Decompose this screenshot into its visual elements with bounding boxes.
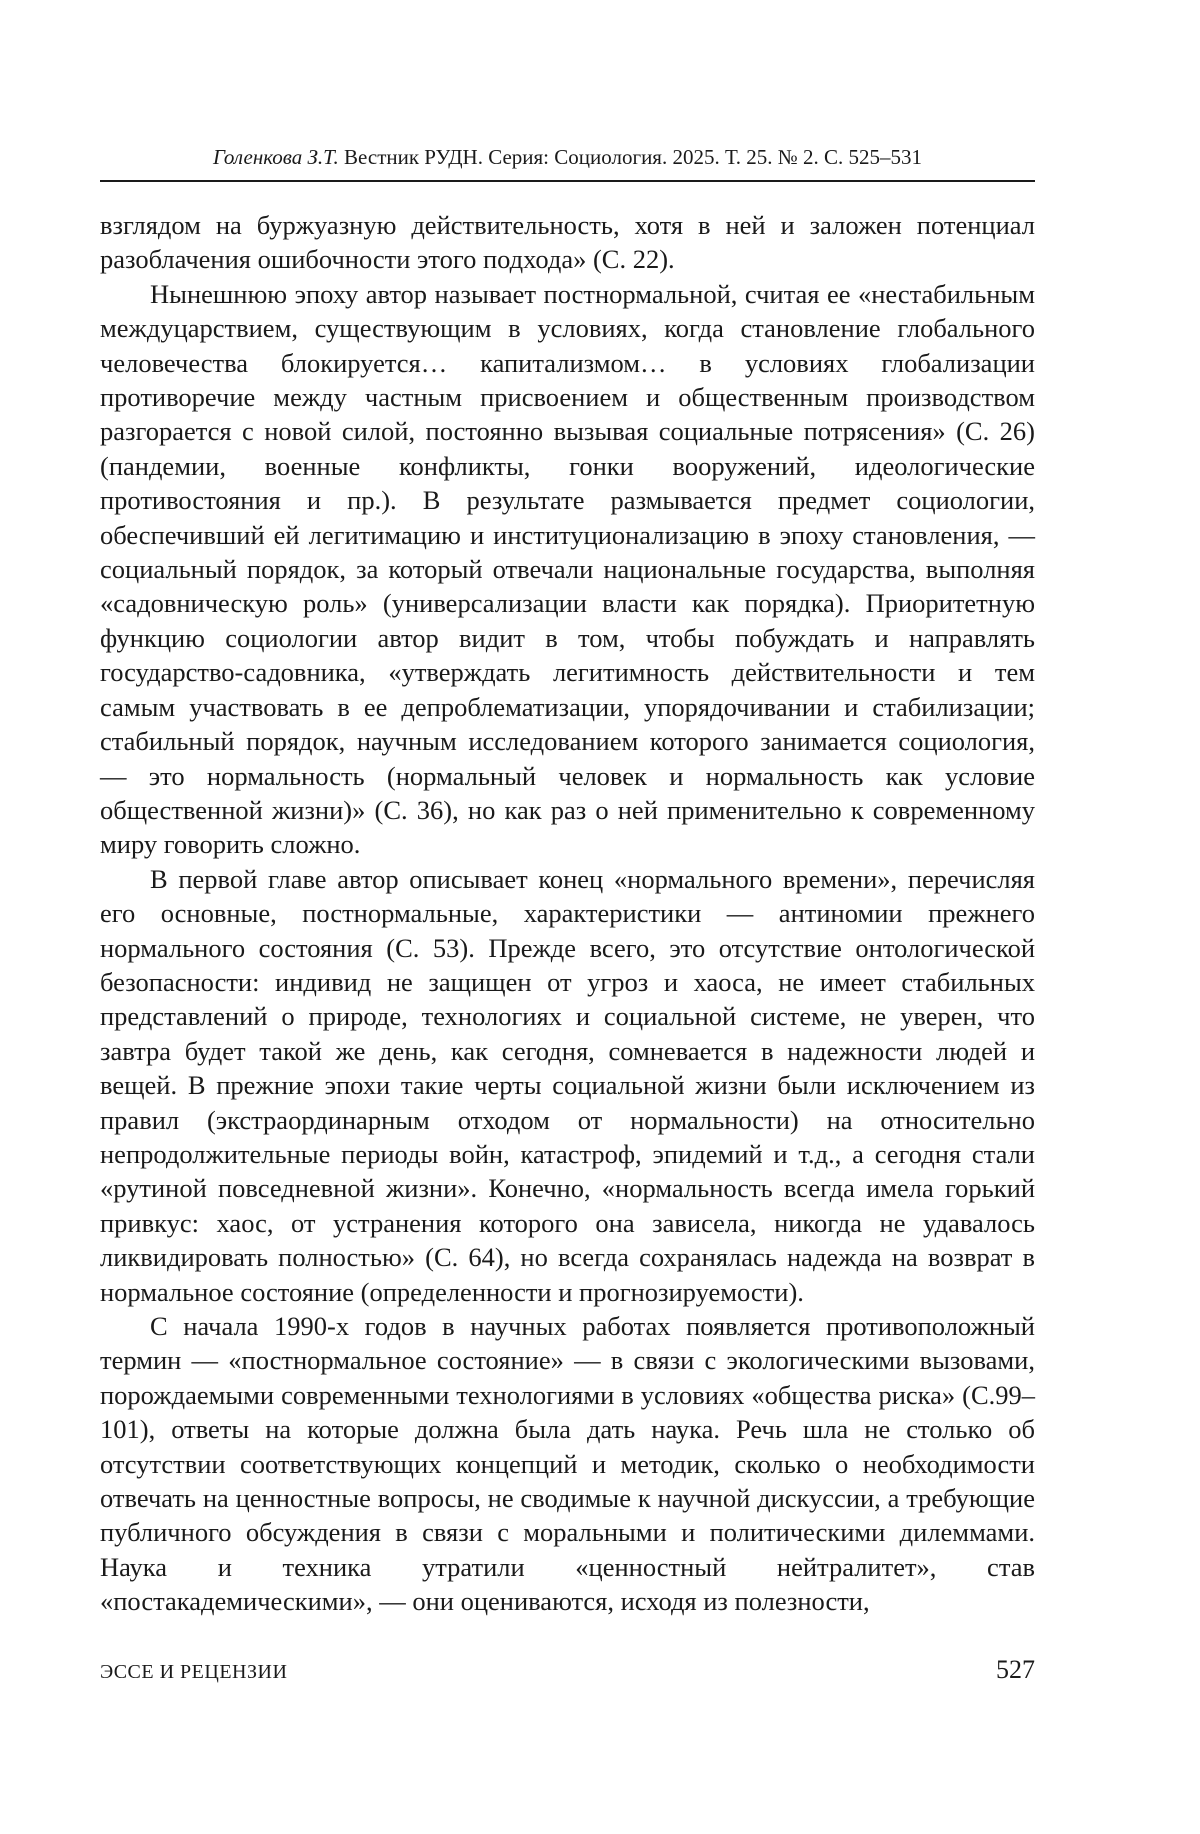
header-rule: [100, 180, 1035, 182]
page-number: 527: [996, 1655, 1035, 1685]
running-head-citation: Вестник РУДН. Серия: Социология. 2025. Т. 25. № 2. С. 525–531: [344, 145, 922, 169]
article-body: [100, 208, 1035, 1619]
paragraph: С начала 1990-х годов в научных работах появляется противополож­ный термин — «постнормальное состояние» — в связи с экологическими вызовами, порождаемыми современными технологиями в условиях «обще­ства риска» (С.99–101), ответы на которые должна была дать наука. Речь шла не столько об отсутствии соответствующих концепций и методик, сколько о необходимости отвечать на ценностные вопросы, не сводимые к научной дискуссии, а требующие публичного обсуждения в связи с моральными и по­литическими дилеммами. Наука и техника утратили «ценностный нейтрали­тет», став «постакадемическими», — они оцениваются, исходя из полезности,: [100, 1309, 1035, 1619]
running-head: [100, 144, 1035, 170]
paragraph-continued: взглядом на буржуазную действительность, хотя в ней и заложен потенциал разоблачения ошибочности этого подхода» (С. 22).: [100, 208, 1035, 277]
running-head-author: Голенкова З.Т.: [213, 145, 339, 169]
footer-section-title: ЭССЕ И РЕЦЕНЗИИ: [100, 1661, 287, 1684]
paragraph: В первой главе автор описывает конец «нормального времени», перечис­ляя его основные, постнормальные, характеристики — антиномии прежнего нормального состояния (С. 53). Прежде всего, это отсутствие онтологической безопасности: индивид не защищен от угроз и хаоса, не имеет стабильных представлений о природе, технологиях и социальной системе, не уверен, что завтра будет такой же день, как сегодня, сомневается в надежности людей и вещей. В прежние эпохи такие черты социальной жизни были исключени­ем из правил (экстраординарным отходом от нормальности) на относитель­но непродолжительные периоды войн, катастроф, эпидемий и т.д., а сегодня стали «рутиной повседневной жизни». Конечно, «нормальность всегда имела горький привкус: хаос, от устранения которого она зависела, никогда не уда­валось ликвидировать полностью» (С. 64), но всегда сохранялась надежда на возврат в нормальное состояние (определенности и прогнозируемости).: [100, 862, 1035, 1309]
paragraph: Нынешнюю эпоху автор называет постнормальной, считая ее «неста­бильным междуцарствием, существующим в условиях, когда становление глобального человечества блокируется… капитализмом… в условиях гло­бализации противоречие между частным присвоением и общественным производством разгорается с новой силой, постоянно вызывая социальные потрясения» (С. 26) (пандемии, военные конфликты, гонки вооружений, идеологические противостояния и пр.). В результате размывается пред­мет социологии, обеспечивший ей легитимацию и институционализацию в эпоху становления, — социальный порядок, за который отвечали нацио­нальные государства, выполняя «садовническую роль» (универсализации власти как порядка). Приоритетную функцию социологии автор видит в том, чтобы побуждать и направлять государство-садовника, «утвер­ждать легитимность действительности и тем самым участвовать в ее де­проблематизации, упорядочивании и стабилизации; стабильный порядок, научным исследованием которого занимается социология, — это нор­мальность (нормальный человек и нормальность как условие обществен­ной жизни)» (С. 36), но как раз о ней применительно к современному миру говорить сложно.: [100, 277, 1035, 862]
